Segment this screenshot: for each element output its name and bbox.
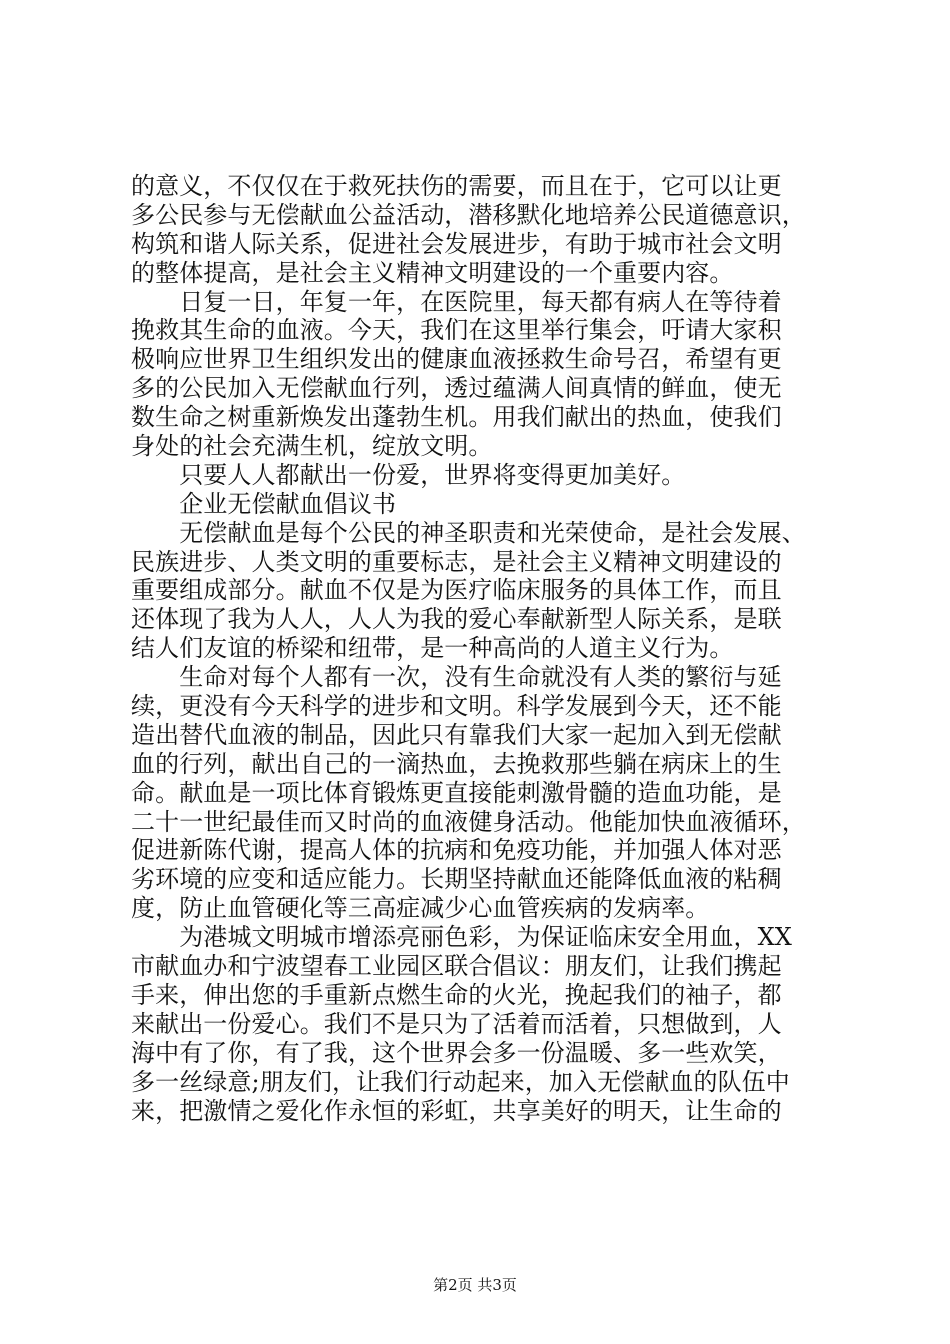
- text-line: 重要组成部分。献血不仅是为医疗临床服务的具体工作，而且: [131, 576, 782, 605]
- text-line: 命。献血是一项比体育锻炼更直接能刺激骨髓的造血功能，是: [131, 778, 782, 807]
- text-line: 的意义，不仅仅在于救死扶伤的需要，而且在于，它可以让更: [131, 172, 782, 200]
- document-body: [131, 172, 825, 1125]
- text-line: 日复一日，年复一年，在医院里，每天都有病人在等待着: [131, 287, 782, 316]
- text-line: 生命对每个人都有一次，没有生命就没有人类的繁衍与延: [131, 663, 782, 692]
- text-line: 度，防止血管硬化等三高症减少心血管疾病的发病率。: [131, 894, 710, 923]
- text-line: 劣环境的应变和适应能力。长期坚持献血还能降低血液的粘稠: [131, 865, 782, 894]
- text-line: 极响应世界卫生组织发出的健康血液拯救生命号召，希望有更: [131, 345, 782, 374]
- text-line: 只要人人都献出一份爱，世界将变得更加美好。: [131, 460, 686, 489]
- text-line: 身处的社会充满生机，绽放文明。: [131, 432, 493, 461]
- text-line: 来献出一份爱心。我们不是只为了活着而活着，只想做到，人: [131, 1009, 782, 1038]
- text-line: 市献血办和宁波望春工业园区联合倡议：朋友们，让我们携起: [131, 952, 782, 981]
- text-line: 还体现了我为人人，人人为我的爱心奉献新型人际关系，是联: [131, 605, 782, 634]
- text-line: 促进新陈代谢，提高人体的抗病和免疫功能，并加强人体对恶: [131, 836, 782, 865]
- page-footer: 第2页 共3页: [433, 1276, 517, 1294]
- text-line: 无偿献血是每个公民的神圣职责和光荣使命，是社会发展、: [131, 518, 806, 547]
- text-line: 多一丝绿意;朋友们，让我们行动起来，加入无偿献血的队伍中: [131, 1067, 790, 1096]
- text-line: 数生命之树重新焕发出蓬勃生机。用我们献出的热血，使我们: [131, 403, 782, 432]
- text-line: 造出替代血液的制品，因此只有靠我们大家一起加入到无偿献: [131, 720, 782, 749]
- text-line: 续，更没有今天科学的进步和文明。科学发展到今天，还不能: [131, 692, 782, 721]
- text-line: 手来，伸出您的手重新点燃生命的火光，挽起我们的袖子，都: [131, 980, 782, 1009]
- text-line: 的整体提高，是社会主义精神文明建设的一个重要内容。: [131, 258, 734, 287]
- text-line: 多的公民加入无偿献血行列，透过蕴满人间真情的鲜血，使无: [131, 374, 782, 403]
- text-line: 来，把激情之爱化作永恒的彩虹，共享美好的明天，让生命的: [131, 1096, 782, 1125]
- text-line: 多公民参与无偿献血公益活动，潜移默化地培养公民道德意识，: [131, 200, 806, 229]
- text-line: 构筑和谐人际关系，促进社会发展进步，有助于城市社会文明: [131, 229, 782, 258]
- text-line: 结人们友谊的桥梁和纽带，是一种高尚的人道主义行为。: [131, 634, 734, 663]
- text-line: 挽救其生命的血液。今天，我们在这里举行集会，吁请大家积: [131, 316, 782, 345]
- text-line: 民族进步、人类文明的重要标志，是社会主义精神文明建设的: [131, 547, 782, 576]
- text-line: 海中有了你，有了我，这个世界会多一份温暖、多一些欢笑，: [131, 1038, 782, 1067]
- text-line: 二十一世纪最佳而又时尚的血液健身活动。他能加快血液循环，: [131, 807, 806, 836]
- text-line: 企业无偿献血倡议书: [131, 489, 397, 518]
- text-line: 为港城文明城市增添亮丽色彩，为保证临床安全用血，XX: [131, 923, 792, 952]
- text-line: 血的行列，献出自己的一滴热血，去挽救那些躺在病床上的生: [131, 749, 782, 778]
